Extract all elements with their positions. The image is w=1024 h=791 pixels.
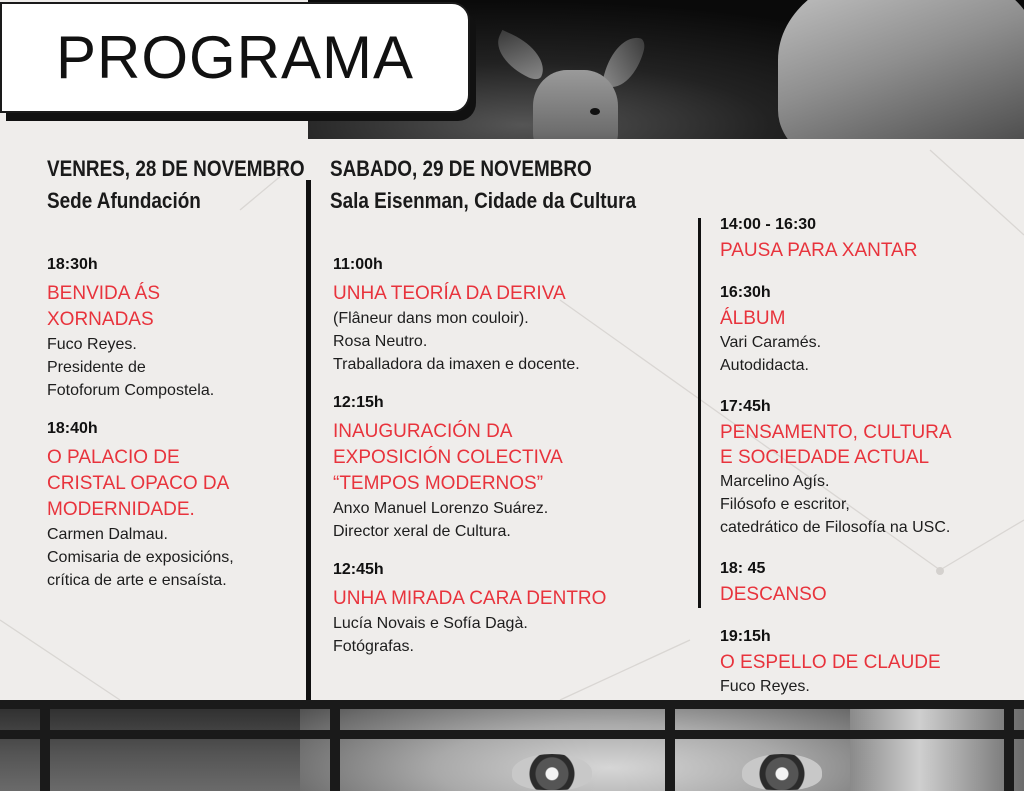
entry-time: 18:30h (47, 256, 98, 273)
entry-title-line: EXPOSICIÓN COLECTIVA (333, 447, 563, 468)
entry-time: 11:00h (333, 256, 383, 273)
entry-info-line: Fotógrafas. (333, 638, 414, 655)
entry-title-line: O PALACIO DE (47, 447, 180, 468)
day-header-friday (47, 153, 305, 217)
entry-title-line: MODERNIDADE. (47, 499, 195, 520)
schedule-entry (333, 560, 688, 658)
entry-info-line: Vari Caramés. (720, 334, 822, 351)
entry-speaker-info (333, 497, 688, 543)
entry-time: 17:45h (720, 398, 771, 415)
eyes-photo (0, 700, 1024, 791)
schedule-entry (720, 215, 1020, 263)
entry-info-line: Comisaria de exposicións, (47, 549, 234, 566)
schedule-entry (720, 559, 1020, 607)
entry-info-line: Fuco Reyes. (47, 336, 137, 353)
entry-info-line: Marcelino Agís. (720, 473, 830, 490)
entry-info-line: Anxo Manuel Lorenzo Suárez. (333, 500, 549, 517)
entry-title-line: CRISTAL OPACO DA (47, 473, 230, 494)
entry-title (720, 582, 1020, 607)
entry-time: 19:15h (720, 628, 771, 645)
schedule-entry (47, 255, 297, 402)
entry-title (720, 650, 1020, 675)
schedule-column-saturday-morning (333, 255, 688, 675)
entry-time: 14:00 - 16:30 (720, 216, 817, 233)
entry-title-line: O ESPELLO DE CLAUDE (720, 652, 941, 673)
entry-title (47, 445, 297, 523)
entry-info-line: Presidente de (47, 359, 146, 376)
entry-title (333, 419, 688, 497)
entry-title-line: PENSAMENTO, CULTURA (720, 422, 952, 443)
entry-info-line: Lucía Novais e Sofía Dagà. (333, 615, 528, 632)
schedule-entry (333, 393, 688, 543)
entry-speaker-info (47, 523, 297, 592)
venue-label: Sala Eisenman, Cidade da Cultura (330, 188, 636, 213)
entry-info-line: Fotoforum Compostela. (47, 382, 215, 399)
entry-title-line: DESCANSO (720, 584, 827, 605)
venue-label: Sede Afundación (47, 188, 201, 213)
entry-time: 12:15h (333, 394, 384, 411)
entry-title-line: E SOCIEDADE ACTUAL (720, 447, 930, 468)
entry-title (720, 420, 1020, 470)
schedule-column-friday (47, 255, 297, 609)
entry-info-line: Fuco Reyes. (720, 678, 810, 695)
entry-title-line: “TEMPOS MODERNOS” (333, 473, 544, 494)
entry-title (720, 238, 1020, 263)
entry-speaker-info (333, 612, 688, 658)
entry-title-line: UNHA MIRADA CARA DENTRO (333, 588, 607, 609)
entry-info-line: crítica de arte e ensaísta. (47, 572, 227, 589)
entry-title-line: XORNADAS (47, 309, 154, 330)
entry-title-line: INAUGURACIÓN DA (333, 421, 513, 442)
entry-title-line: PAUSA PARA XANTAR (720, 240, 918, 261)
entry-speaker-info (720, 331, 1020, 377)
title-box (0, 2, 470, 113)
entry-title (720, 306, 1020, 331)
day-label: VENRES, 28 DE NOVEMBRO (47, 156, 305, 181)
entry-info-line: Director xeral de Cultura. (333, 523, 511, 540)
entry-title-line: UNHA TEORÍA DA DERIVA (333, 283, 566, 304)
page-title: PROGRAMA (55, 24, 415, 91)
entry-title-line: BENVIDA ÁS (47, 283, 160, 304)
entry-info-line: Traballadora da imaxen e docente. (333, 356, 580, 373)
schedule-entry (333, 255, 688, 376)
entry-info-line: (Flâneur dans mon couloir). (333, 310, 529, 327)
entry-info-line: Autodidacta. (720, 357, 809, 374)
entry-info-line: Rosa Neutro. (333, 333, 428, 350)
entry-title-line: ÁLBUM (720, 308, 786, 329)
schedule-column-saturday-afternoon (720, 215, 1020, 741)
entry-title (333, 586, 688, 612)
schedule-entry (720, 397, 1020, 539)
schedule-entry (47, 419, 297, 592)
entry-title (47, 281, 297, 333)
day-label: SABADO, 29 DE NOVEMBRO (330, 156, 592, 181)
column-divider (698, 218, 701, 608)
entry-time: 16:30h (720, 284, 771, 301)
entry-info-line: Carmen Dalmau. (47, 526, 168, 543)
entry-speaker-info (333, 307, 688, 376)
schedule-entry (720, 283, 1020, 377)
entry-title (333, 281, 688, 307)
entry-time: 18:40h (47, 420, 98, 437)
day-header-saturday (330, 153, 636, 217)
column-divider (306, 180, 311, 700)
entry-speaker-info (720, 470, 1020, 539)
entry-info-line: catedrático de Filosofía na USC. (720, 519, 951, 536)
entry-speaker-info (47, 333, 297, 402)
entry-time: 12:45h (333, 561, 384, 578)
entry-time: 18: 45 (720, 560, 766, 577)
entry-info-line: Filósofo e escritor, (720, 496, 850, 513)
